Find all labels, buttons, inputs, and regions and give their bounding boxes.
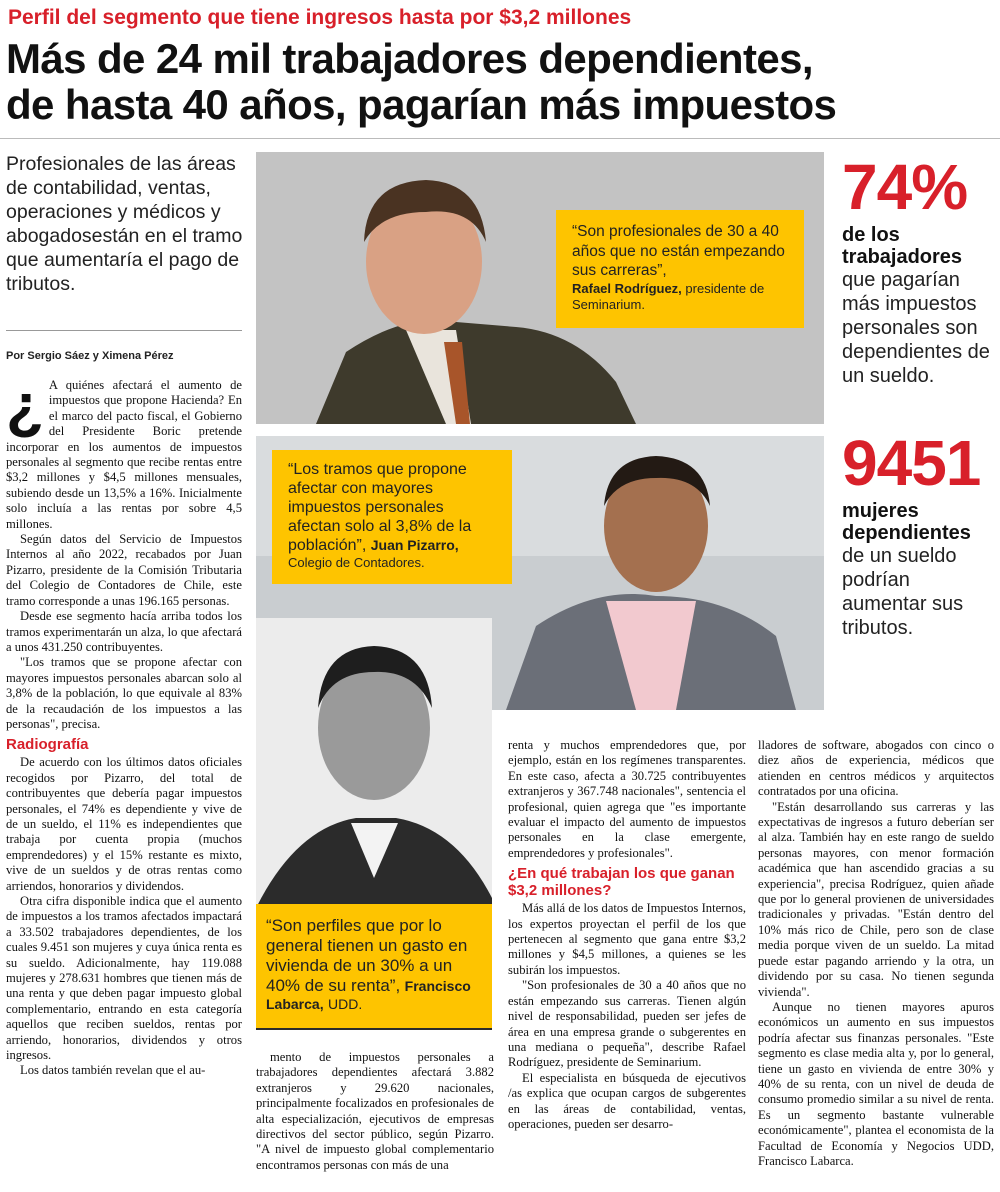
article-column-2 <box>256 1050 494 1173</box>
paragraph: Según datos del Servicio de Impuestos Internos al año 2022, recabados por Juan Pizarro, presidente de la Comisión Tributaria del Colegio de Contadores de Chile, este tramo corresponde a unas 196.165 personas. <box>6 532 242 608</box>
paragraph: A quiénes afectará el aumento de impuestos que propone Hacienda? En el marco del pacto fiscal, el Gobierno del Presidente Boric pretende incorporar en los aumentos de impuestos personales al segmento que recibe rentas entre $3,2 millones y $4,5 millones mensuales, subiendo desde un 13,5% a 16%. Inicialmente solo incluía a las rentas por sobre 4,5 millones. <box>6 378 242 531</box>
stat-description: de un sueldo podrían aumentar sus tributos. <box>842 545 964 639</box>
headline-line-2: de hasta 40 años, pagarían más impuestos <box>6 81 837 128</box>
divider <box>6 330 242 331</box>
stat-figure: 74% <box>842 151 968 223</box>
quote-author: Juan Pizarro, <box>370 537 459 553</box>
subheading: ¿En qué trabajan los que ganan $3,2 millones? <box>508 865 735 900</box>
article-column-3 <box>508 738 746 1132</box>
divider <box>0 138 1000 139</box>
paragraph: "Son profesionales de 30 a 40 años que no están empezando sus carreras. Tienen algún nivel de responsabilidad, pueden ser jefes de área en una empresa grande o subgerentes en una mediana o pequeña", describe Rafael Rodríguez, presidente de Seminarium. <box>508 978 746 1070</box>
quote-text: “Son perfiles que por lo general tienen un gasto en vivienda de un 30% a un 40% de su renta”, <box>266 916 468 995</box>
paragraph: Desde ese segmento hacía arriba todos los tramos experimentarán un alza, lo que afectará a unos 431.250 contribuyentes. <box>6 609 242 654</box>
stat-figure: 9451 <box>842 427 981 499</box>
paragraph: renta y muchos emprendedores que, por ejemplo, están en los regímenes transparentes. En este caso, afecta a 30.725 contribuyentes extranjeros y 367.748 nacionales", sentencia el profesional, quien agrega que "es importante evaluar el impacto del aumento de impuestos personales en la clase emergente, emprendedores y profesionales". <box>508 738 746 860</box>
paragraph: "Los tramos que se propone afectar con mayores impuestos personales abarcan solo al 3,8% de la población, lo que equivale al 83% de la recaudación de los impuestos a las personas", precisa. <box>6 655 242 731</box>
headline-line-1: Más de 24 mil trabajadores dependientes, <box>6 35 813 82</box>
quote-text: “Son profesionales de 30 a 40 años que no están empezando sus carreras”, <box>572 223 785 279</box>
quote-role: presidente de Seminarium. <box>572 280 765 312</box>
paragraph: lladores de software, abogados con cinco o diez años de experiencia, médicos que atienden en centros médicos y arquitectos contratados por una oficina. <box>758 738 994 799</box>
quote-text: “Los tramos que propone afectar con mayores impuestos personales afectan solo al 3,8% de la población”, <box>288 461 472 554</box>
quote-bubble-pizarro <box>272 450 512 584</box>
stat-bold-label: de los trabajadores <box>842 224 963 268</box>
lead-paragraph: Profesionales de las áreas de contabilidad, ventas, operaciones y médicos y abogadosestán en el tramo que aumentaría el pago de tributos. <box>6 153 243 295</box>
quote-author: Francisco Labarca, <box>266 978 471 1012</box>
quote-bubble-rodriguez <box>556 210 804 328</box>
quote-attribution <box>572 281 792 313</box>
kicker: Perfil del segmento que tiene ingresos hasta por $3,2 millones <box>8 6 632 29</box>
stat-description: que pagarían más impuestos personales son dependientes de un sueldo. <box>842 269 990 387</box>
stat-bold-label: mujeres dependientes <box>842 500 971 544</box>
headline <box>6 36 996 128</box>
stat-9451 <box>842 427 992 640</box>
paragraph: Aunque no tienen mayores apuros económicos un aumento en sus impuestos podría afectar sus finanzas personales. "Este segmento es clase media alta y, por lo general, tiene un gasto en vivienda de entre 30% y 40% de su renta, con un nivel de deuda de consumo promedio similar a su nivel de renta. Es un segmento bastante vulnerable económicamente", plantea el economista de la Facultad de Economía y Negocios UDD, Francisco Labarca. <box>758 999 994 1168</box>
drop-cap: ¿ <box>6 372 44 441</box>
quote-author: Rafael Rodríguez, <box>572 280 682 296</box>
byline: Por Sergio Sáez y Ximena Pérez <box>6 350 174 362</box>
quote-role: UDD. <box>328 996 363 1012</box>
paragraph: mento de impuestos personales a trabajadores dependientes afectará 3.882 extranjeros y 29.620 nacionales, principalmente focalizados en profesionales de alta especialización, ejecutivos de empresas directivos del sector público, según Pizarro. "A nivel de impuesto global complementario encontramos personas con más de una <box>256 1050 494 1172</box>
paragraph: De acuerdo con los últimos datos oficiales recogidos por Pizarro, del total de contribuyentes que debería pagar impuestos personales, el 74% es dependiente y vive de de un sueldo, el 11% es independientes que trabaja por cuenta propia (muchos emprendedores) y el 15% restante es mixto, vive de un sueldos y de otras rentas como arriendos, honorarios y dividendos. <box>6 755 242 893</box>
subheading: Radiografía <box>6 736 89 754</box>
article-column-1 <box>6 372 242 1079</box>
stat-74-percent <box>842 151 992 388</box>
paragraph: Más allá de los datos de Impuestos Internos, los expertos proyectan el perfil de los que pertenecen al segmento que gana entre $3,2 millones y $4,5 millones, a quienes se les subirán los impuestos. <box>508 901 746 977</box>
article-column-4 <box>758 738 994 1169</box>
quote-role: Colegio de Contadores. <box>288 555 425 570</box>
quote-bubble-labarca <box>256 904 492 1028</box>
paragraph: Otra cifra disponible indica que el aumento de impuestos a los tramos afectados impactará a 33.502 trabajadores dependientes, de los cuales 9.451 son mujeres y cuya única renta es su sueldo. Adicionalmente, hay 119.088 mujeres y 278.631 hombres que tienen más de una renta y que deben pagar impuesto global complementario, entrando en esta categoría aquellos que reciben sueldos, rentas por arriendo, honorarios, dividendos y otros ingresos. <box>6 894 242 1063</box>
paragraph: Los datos también revelan que el au- <box>20 1063 206 1078</box>
paragraph: "Están desarrollando sus carreras y las expectativas de ingresos a futuro deberían ser al alza. También hay en este rango de sueldo personas mayores, con menor formación académica que han ascendido gracias a su experiencia", precisa Rodríguez, quien añade que por lo general provienen de universidades tradicionales y privadas. "Están dentro del 10% más rico de Chile, pero son de clase media porque viven de un sueldo. La mitad puede estar pagando arriendo y la otra, un dividendo por su casa. No tienen segunda vivienda". <box>758 799 994 999</box>
paragraph: El especialista en búsqueda de ejecutivos /as explica que ocupan cargos de subgerentes en las áreas de contabilidad, ventas, operaciones, pueden ser desarro- <box>508 1070 746 1131</box>
